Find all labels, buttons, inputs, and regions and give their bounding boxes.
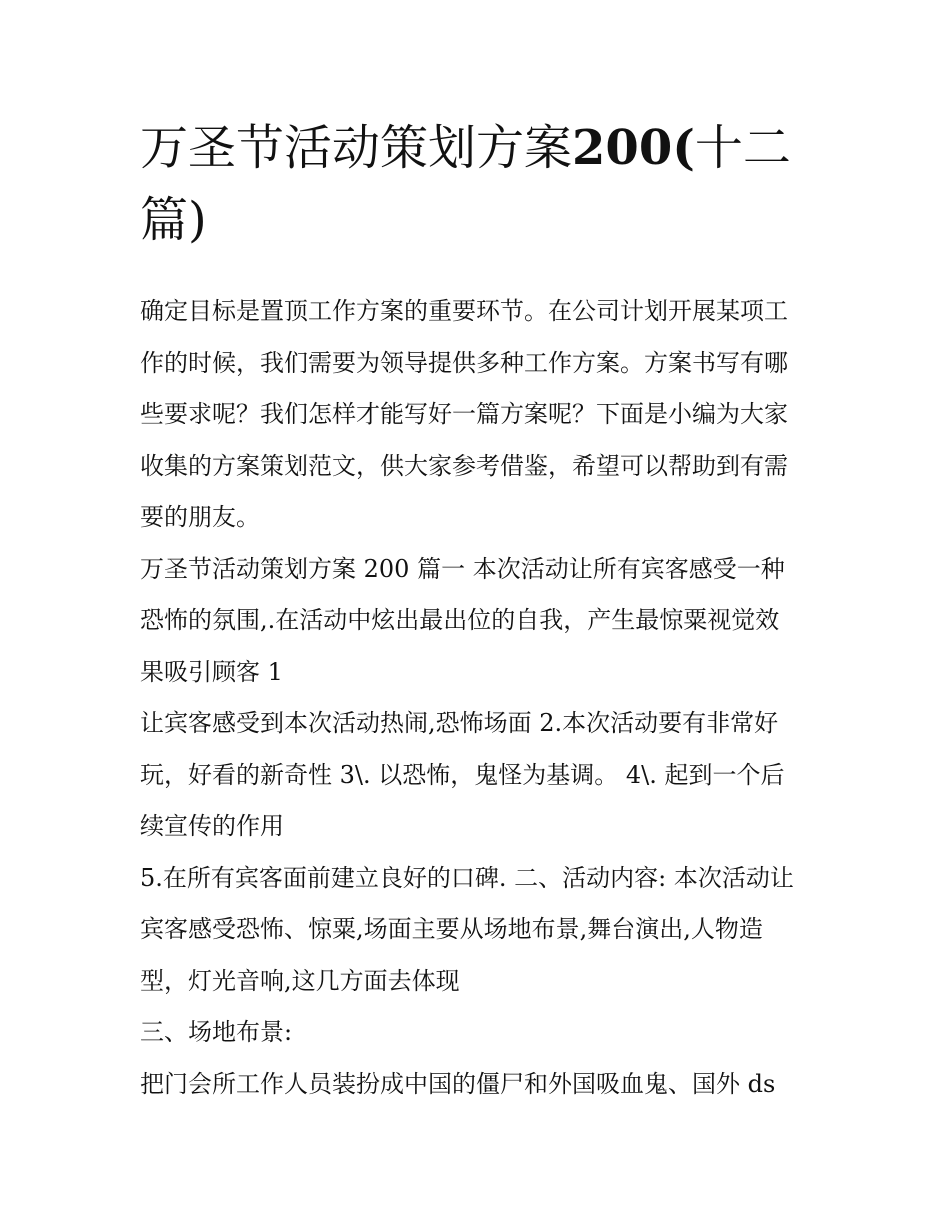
paragraph-content: [140, 853, 815, 1008]
paragraph-line: 续宣传的作用: [140, 812, 284, 840]
paragraph-line: 收集的方案策划范文，供大家参考借鉴，希望可以帮助到有需: [140, 451, 788, 480]
title-main: 万圣节活动策划方案: [140, 120, 573, 176]
title-tail: 十二: [694, 120, 791, 176]
paragraph-line: 万圣节活动策划方案 200 篇一 本次活动让所有宾客感受一种: [140, 554, 785, 583]
paragraph-line: 宾客感受恐怖、惊粟,场面主要从场地布景,舞台演出,人物造: [140, 915, 763, 943]
paragraph-line: 型，灯光音响,这几方面去体现: [140, 966, 460, 995]
paragraph-venue-heading: [140, 1007, 815, 1059]
paragraph-line: 确定目标是置顶工作方案的重要环节。在公司计划开展某项工: [140, 297, 788, 325]
paragraph-list: [140, 286, 815, 1110]
document-title: [140, 112, 815, 256]
paragraph-line: 恐怖的氛围,.在活动中炫出最出位的自我，产生最惊粟视觉效: [140, 606, 780, 634]
paragraph-line: 让宾客感受到本次活动热闹,恐怖场面 2.本次活动要有非常好: [140, 709, 779, 737]
paragraph-intro: [140, 286, 815, 544]
paragraph-section-1: [140, 544, 815, 699]
paragraph-venue: [140, 1059, 815, 1111]
paragraph-line: 果吸引顾客 1: [140, 657, 283, 686]
paragraph-line: 要的朋友。: [140, 503, 260, 531]
paragraph-line: 作的时候，我们需要为领导提供多种工作方案。方案书写有哪: [140, 348, 788, 377]
document-body: [140, 112, 815, 1110]
paragraph-line: 把门会所工作人员装扮成中国的僵尸和外国吸血鬼、国外 ds: [140, 1069, 776, 1098]
paragraph-line: 玩，好看的新奇性 3\. 以恐怖，鬼怪为基调。 4\. 起到一个后: [140, 760, 785, 789]
paragraph-goals: [140, 698, 815, 853]
title-line-2: 篇): [140, 192, 207, 248]
title-number: 200(: [572, 120, 695, 176]
paragraph-line: 5.在所有宾客面前建立良好的口碑. 二、活动内容: 本次活动让: [140, 863, 794, 892]
paragraph-line: 三、场地布景:: [140, 1018, 293, 1046]
paragraph-line: 些要求呢？我们怎样才能写好一篇方案呢？下面是小编为大家: [140, 400, 788, 428]
